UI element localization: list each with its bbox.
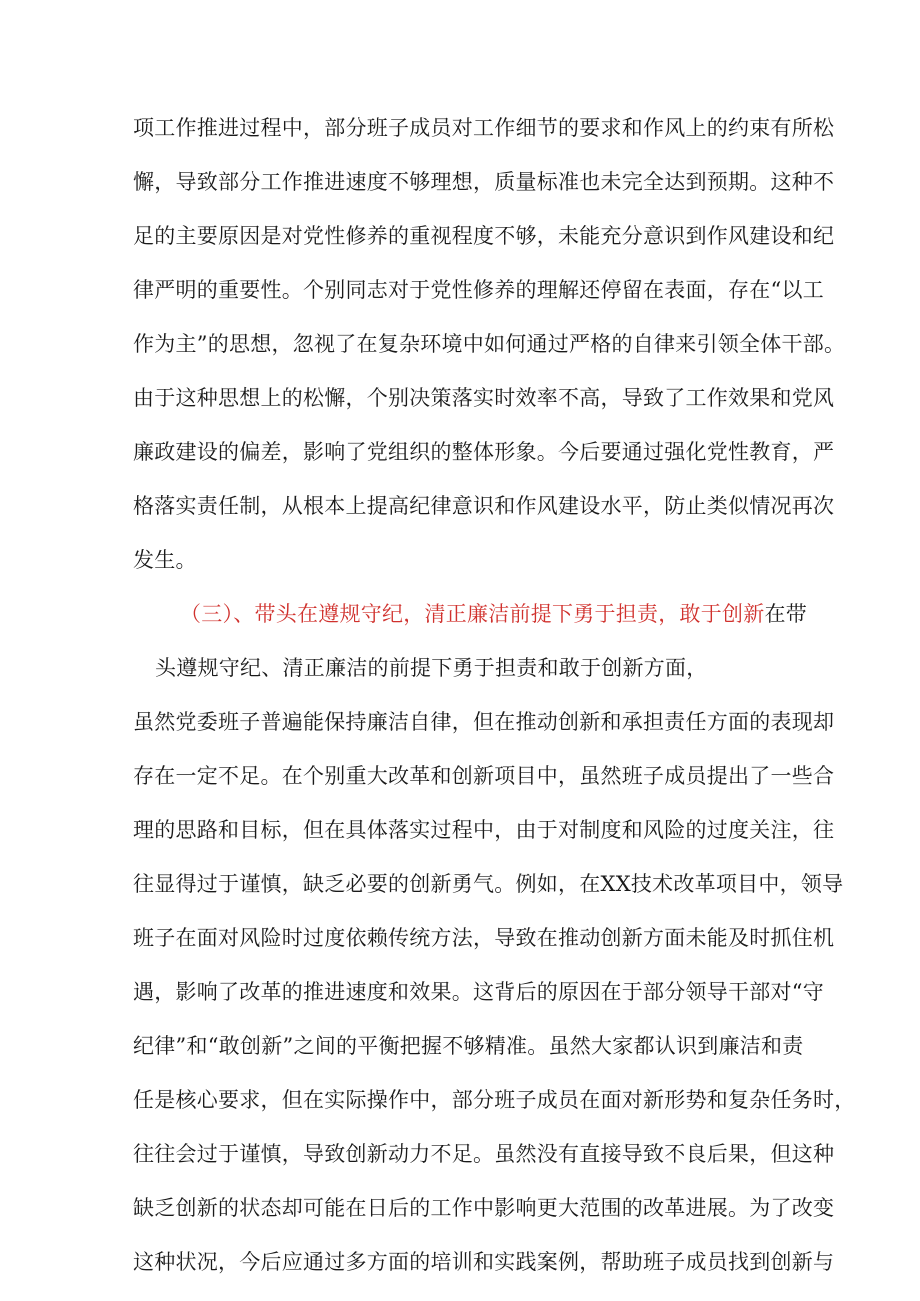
paragraph-line: 缺乏创新的状态却可能在日后的工作中影响更大范围的改革进展。为了改变	[133, 1196, 835, 1220]
paragraph-line: 往显得过于谨慎，缺乏必要的创新勇气。例如，在XX技术改革项目中，领导	[133, 872, 844, 896]
paragraph-line: 廉政建设的偏差，影响了党组织的整体形象。今后要通过强化党性教育，严	[133, 440, 835, 464]
paragraph-line: 往往会过于谨慎，导致创新动力不足。虽然没有直接导致不良后果，但这种	[133, 1142, 835, 1166]
paragraph-line: 发生。	[133, 548, 197, 572]
paragraph-line: 懈，导致部分工作推进速度不够理想，质量标准也未完全达到预期。这种不	[133, 170, 835, 194]
paragraph-line: 纪律”和“敢创新”之间的平衡把握不够精准。虽然大家都认识到廉洁和责	[133, 1034, 804, 1058]
paragraph-line: 这种状况，今后应通过多方面的培训和实践案例，帮助班子成员找到创新与	[133, 1250, 835, 1274]
paragraph-line: 班子在面对风险时过度依赖传统方法，导致在推动创新方面未能及时抓住机	[133, 926, 835, 950]
paragraph-line: 格落实责任制，从根本上提高纪律意识和作风建设水平，防止类似情况再次	[133, 494, 835, 518]
section-heading-red: （三）、带头在遵规守纪，清正廉洁前提下勇于担责，敢于创新	[180, 602, 765, 626]
paragraph-line: 存在一定不足。在个别重大改革和创新项目中，虽然班子成员提出了一些合	[133, 764, 835, 788]
section-heading-tail: 在带	[764, 602, 807, 626]
paragraph-line: 足的主要原因是对党性修养的重视程度不够，未能充分意识到作风建设和纪	[133, 224, 835, 248]
paragraph-line: 虽然党委班子普遍能保持廉洁自律，但在推动创新和承担责任方面的表现却	[133, 710, 835, 734]
paragraph-line: 作为主”的思想，忽视了在复杂环境中如何通过严格的自律来引领全体干部。	[133, 332, 846, 356]
paragraph-line: 项工作推进过程中，部分班子成员对工作细节的要求和作风上的约束有所松	[133, 116, 835, 140]
paragraph-line: 任是核心要求，但在实际操作中，部分班子成员在面对新形势和复杂任务时，	[133, 1088, 856, 1112]
heading-continuation: 头遵规守纪、清正廉洁的前提下勇于担责和敢于创新方面，	[155, 656, 708, 680]
paragraph-line: 遇，影响了改革的推进速度和效果。这背后的原因在于部分领导干部对“守	[133, 980, 824, 1004]
section-heading	[180, 599, 807, 629]
paragraph-line: 律严明的重要性。个别同志对于党性修养的理解还停留在表面，存在“以工	[133, 278, 824, 302]
paragraph-line: 理的思路和目标，但在具体落实过程中，由于对制度和风险的过度关注，往	[133, 818, 835, 842]
paragraph-line: 由于这种思想上的松懈，个别决策落实时效率不高，导致了工作效果和党风	[133, 386, 835, 410]
